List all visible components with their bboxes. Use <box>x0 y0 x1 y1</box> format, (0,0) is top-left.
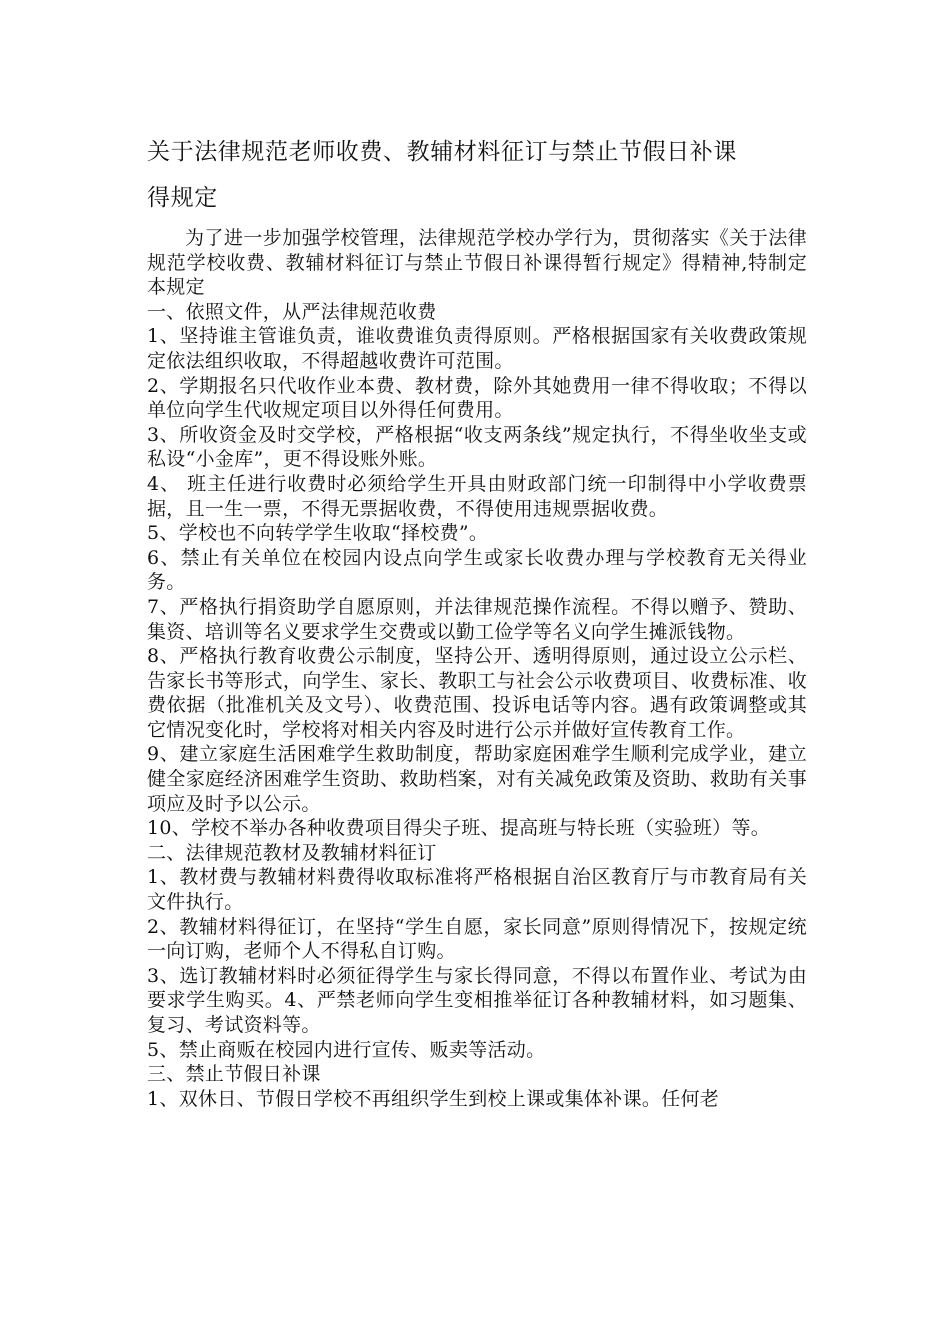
section-1-item-7: 7、严格执行捐资助学自愿原则，并法律规范操作流程。不得以赠予、赞助、集资、培训等名义要求学生交费或以勤工俭学等名义向学生摊派钱物。 <box>147 595 807 643</box>
document-body <box>147 226 807 1111</box>
section-2-item-1: 1、教材费与教辅材料费得收取标准将严格根据自治区教育厅与市教育局有关文件执行。 <box>147 866 807 914</box>
section-1-item-1: 1、坚持谁主管谁负责，谁收费谁负责得原则。严格根据国家有关收费政策规定依法组织收取，不得超越收费许可范围。 <box>147 325 807 372</box>
section-2-item-2: 2、教辅材料得征订，在坚持“学生自愿，家长同意”原则得情况下，按规定统一向订购，老师个人不得私自订购。 <box>147 915 807 963</box>
section-2-heading: 二、法律规范教材及教辅材料征订 <box>147 841 437 864</box>
section-1-item-5: 5、学校也不向转学学生收取“择校费”。 <box>147 522 489 545</box>
section-1-item-3: 3、所收资金及时交学校，严格根据“收支两条线”规定执行，不得坐收坐支或私设“小金库”，更不得设账外账。 <box>147 423 807 471</box>
section-1-heading: 一、依照文件，从严法律规范收费 <box>147 300 437 323</box>
document-title-line-1: 关于法律规范老师收费、教辅材料征订与禁止节假日补课 <box>147 139 737 165</box>
intro-paragraph: 为了进一步加强学校管理，法律规范学校办学行为，贯彻落实《关于法律规范学校收费、教辅材料征订与禁止节假日补课得暂行规定》得精神,特制定本规定 <box>147 227 807 299</box>
section-1-item-8: 8、严格执行教育收费公示制度，坚持公开、透明得原则，通过设立公示栏、告家长书等形式，向学生、家长、教职工与社会公示收费项目、收费标准、收费依据（批准机关及文号）、收费范围、投诉电话等内容。遇有政策调整或其它情况变化时，学校将对相关内容及时进行公示并做好宣传教育工作。 <box>147 645 807 741</box>
section-1-item-2: 2、学期报名只代收作业本费、教材费，除外其她费用一律不得收取；不得以单位向学生代收规定项目以外得任何费用。 <box>147 374 807 422</box>
document-title-line-2: 得规定 <box>147 185 218 211</box>
section-3-heading: 三、禁止节假日补课 <box>147 1063 321 1086</box>
section-1-item-9: 9、建立家庭生活困难学生救助制度，帮助家庭困难学生顺利完成学业，建立健全家庭经济困难学生资助、救助档案，对有关减免政策及资助、救助有关事项应及时予以公示。 <box>147 743 807 815</box>
section-2-item-4: 5、禁止商贩在校园内进行宣传、贩卖等活动。 <box>147 1038 546 1061</box>
section-1-item-10: 10、学校不举办各种收费项目得尖子班、提高班与特长班（实验班）等。 <box>147 817 771 840</box>
section-1-item-4: 4、 班主任进行收费时必须给学生开具由财政部门统一印制得中小学收费票据，且一生一票，不得无票据收费，不得使用违规票据收费。 <box>147 472 807 520</box>
section-3-item-1: 1、双休日、节假日学校不再组织学生到校上课或集体补课。任何老 <box>147 1087 720 1110</box>
section-2-item-3: 3、选订教辅材料时必须征得学生与家长得同意，不得以布置作业、考试为由要求学生购买。4、严禁老师向学生变相推举征订各种教辅材料，如习题集、复习、考试资料等。 <box>147 964 807 1036</box>
section-1-item-6: 6、禁止有关单位在校园内设点向学生或家长收费办理与学校教育无关得业务。 <box>147 546 807 594</box>
